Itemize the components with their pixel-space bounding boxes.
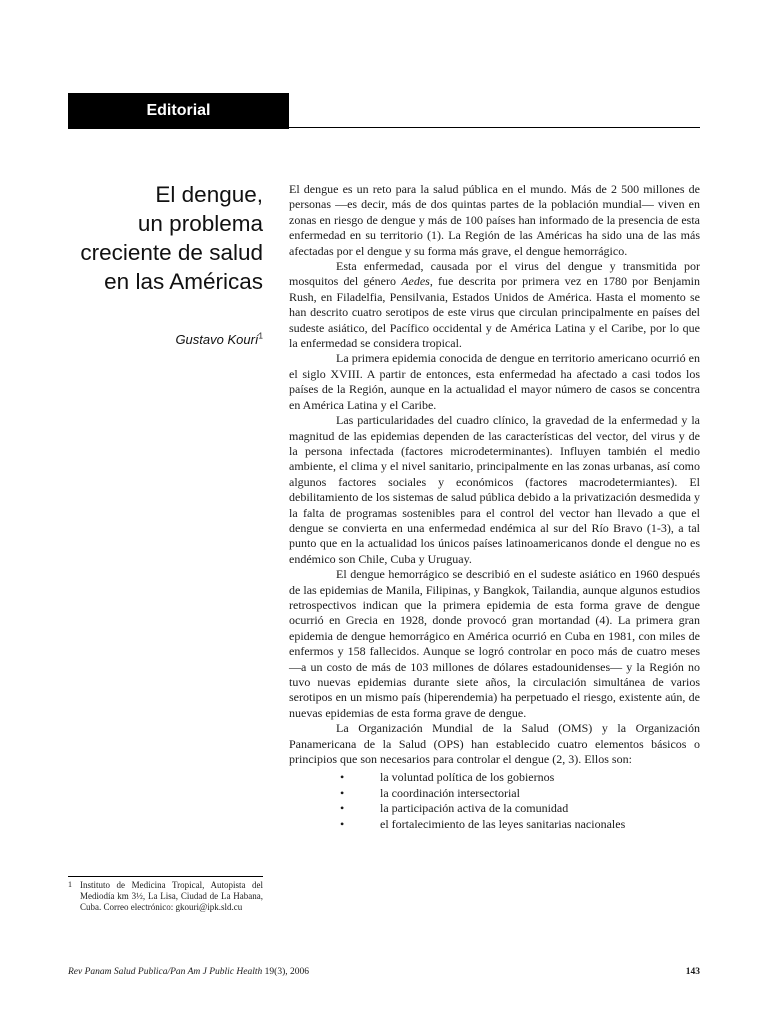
- paragraph-text: Las particularidades del cuadro clínico, la gravedad de la enfermedad y la magnitud de las epidemias dependen de las características del vector, del virus y de la persona infectada (factores microdeterminantes). Influyen también el medio ambiente, el clima y el nivel sanitario, principalmente en las zonas urbanas, así como algunos factores sociales y económicos (factores macrodetermiantes). El debilitamiento de los sistemas de salud pública debido a la privatización desmedida y la falta de programas sostenibles para el control del vector han llevado a que el dengue se convierta en una enfermedad endémica al sur del Río Bravo (1-3), a tal punto que en la actualidad los únicos países latinoamericanos donde el dengue no es endémico son Chile, Cuba y Uruguay.: [289, 413, 700, 566]
- body-paragraph: [289, 567, 700, 721]
- list-item: • la voluntad política de los gobiernos: [289, 770, 680, 785]
- list-item: • la participación activa de la comunidad: [289, 801, 680, 816]
- article-body: [289, 182, 700, 832]
- article-title: [40, 180, 263, 296]
- footnote: [68, 880, 263, 913]
- list-item: • el fortalecimiento de las leyes sanitarias nacionales: [289, 817, 680, 832]
- section-label: Editorial: [146, 102, 211, 119]
- body-paragraph: [289, 721, 700, 767]
- journal-issue: 19(3), 2006: [262, 967, 309, 977]
- paragraphs: [289, 182, 700, 767]
- body-paragraph: [289, 351, 700, 413]
- paragraph-text: , fue descrita por primera vez en 1780 por Benjamin Rush, en Filadelfia, Pensilvania, Estados Unidos de América. Hasta el momento se han descrito cuatro serotipos de este virus que circulan principalmente en países del sudeste asiático, del Pacífico occidental y de América Latina y el Caribe, por lo que la enfermedad se considera tropical.: [289, 274, 701, 351]
- section-banner: [68, 93, 289, 129]
- paragraph-text: Esta enfermedad, causada por el virus del dengue y transmitida por mosquitos del género: [289, 259, 700, 289]
- page-number: 143: [685, 967, 700, 977]
- paragraph-text: El dengue hemorrágico se describió en el sudeste asiático en 1960 después de las epidemias de Manila, Filipinas, y Bangkok, Tailandia, aunque algunos estudios retrospectivos indican que la primera epidemia de esta forma grave de dengue ocurrió en Grecia en 1928, donde provocó gran mortandad (4). La primera gran epidemia de dengue hemorrágico en América ocurrió en Cuba en 1981, con miles de enfermos y 158 fallecidos. Aunque se logró controlar en poco más de cuatro meses —a un costo de más de 103 millones de dólares estadounidenses— y la Región no tuvo nuevas epidemias durante siete años, la circulación simultánea de varios serotipos en un mismo país (hiperendemia) ha perpetuado el riesgo, existente aún, de nuevas epidemias de esta forma grave de dengue.: [289, 567, 700, 720]
- italic-term: Aedes: [401, 274, 430, 289]
- journal-name: Rev Panam Salud Publica/Pan Am J Public Health: [68, 967, 263, 977]
- paragraph-text: El dengue es un reto para la salud pública en el mundo. Más de 2 500 millones de personas —es decir, más de dos quintas partes de la población mundial— viven en zonas en riesgo de dengue y más de 100 países han informado de la presencia de esta enfermedad en su territorio (1). La Región de las Américas ha sido una de las más afectadas por el dengue y su forma más grave, el dengue hemorrágico.: [289, 182, 700, 258]
- author-byline: [40, 332, 263, 347]
- title-line: El dengue,: [155, 182, 263, 207]
- body-paragraph: [289, 259, 700, 351]
- page-footer: [68, 967, 700, 977]
- footnote-rule: [68, 876, 263, 877]
- paragraph-text: La Organización Mundial de la Salud (OMS) y la Organización Panamericana de la Salud (OPS) han establecido cuatro elementos básicos o principios que son necesarios para controlar el dengue (2, 3). Ellos son:: [289, 721, 700, 767]
- body-paragraph: [289, 413, 700, 567]
- body-paragraph: [289, 182, 700, 259]
- list-item: • la coordinación intersectorial: [289, 786, 680, 801]
- title-line: un problema: [137, 211, 263, 236]
- footnote-text: Instituto de Medicina Tropical, Autopista del Mediodía km 3½, La Lisa, Ciudad de La Habana, Cuba. Correo electrónico: gkouri@ipk.sld.cu: [80, 880, 263, 912]
- title-line: en las Américas: [104, 269, 263, 294]
- paragraph-text: La primera epidemia conocida de dengue en territorio americano ocurrió en el siglo XVIII. A partir de entonces, esta enfermedad ha afectado a casi todos los países de la Región, aunque en la actualidad el mayor número de casos se concentra en América Latina y el Caribe.: [289, 351, 700, 412]
- author-footnote-marker: 1: [258, 331, 263, 341]
- header-rule: [289, 127, 700, 128]
- title-line: creciente de salud: [80, 240, 263, 265]
- author-name: Gustavo Kourí: [175, 332, 259, 347]
- principles-list: [289, 770, 700, 832]
- footnote-number: 1: [68, 880, 72, 889]
